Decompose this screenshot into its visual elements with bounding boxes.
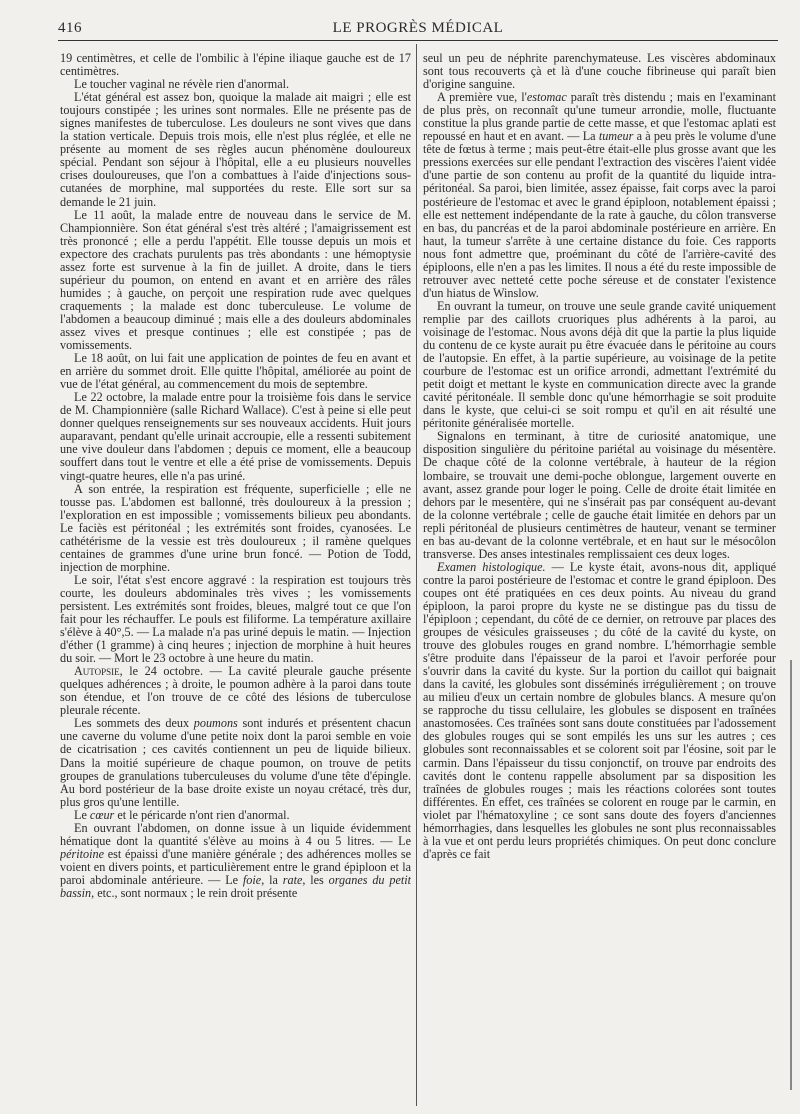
page-header bbox=[58, 20, 778, 41]
paragraph bbox=[60, 822, 411, 900]
left-column bbox=[60, 52, 411, 1110]
paragraph: 19 centimètres, et celle de l'ombilic à l'épine iliaque gauche est de 17 centimètres. bbox=[60, 52, 411, 79]
paragraph-text: , etc., sont normaux ; le rein droit présente bbox=[91, 886, 298, 900]
paragraph-text: a à peu près le volume d'une tête de fœtus à terme ; mais peut-être était-elle plus grosse avant que les pressions exercées sur elle pendant l'extraction des viscères l'aient vidée d'une partie de son contenu au profit de la quantité du liquide intra-péritonéal. Sa paroi, bien limitée, assez épaisse, fait corps avec la paroi postérieure de l'estomac et avec le grand épiploon, notablement épaissi ; elle est nettement indépendante de la rate à gauche, du côlon transverse en bas, du pancréas et de la paroi abdominale postérieure en arrière. En haut, la tumeur s'arrête à une certaine distance du foie. Ces rapports nous font admettre que, proéminant du côté de l'arrière-cavité des épiploons, elle n'en a pas les limites. Il nous a été du reste impossible de retrouver avec netteté cette poche séreuse et de constater l'existence d'un hiatus de Winslow. bbox=[423, 129, 776, 300]
paragraph bbox=[60, 665, 411, 717]
paragraph-text: paraît très distendu ; mais en l'examinant de plus près, on reconnaît qu'une tumeur arrondie, molle, fluctuante constitue la plus grande partie de cette masse, et que l'estomac aplati est repoussé en haut et en avant. — La bbox=[423, 90, 776, 144]
paragraph bbox=[423, 91, 776, 300]
emphasis: foie bbox=[242, 872, 262, 887]
paragraph: Le 22 octobre, la malade entre pour la troisième fois dans le service de M. Championnière (salle Richard Wallace). C'est à peine si elle peut donner quelques renseignements sur ses nouveaux accidents. Huit jours auparavant, pendant qu'elle urinait accroupie, elle a ressenti subitement une vive douleur dans l'abdomen ; depuis ce moment, elle a beaucoup souffert dans tout le ventre et elle a été prise de vomissements. Depuis vingt-quatre heures, elle n'a pas uriné. bbox=[60, 390, 411, 483]
paragraph-text: En ouvrant l'abdomen, on donne issue à un liquide évidemment hématique dont la quantité s'élève au moins à 4 ou 5 litres. — Le bbox=[60, 820, 411, 848]
paragraph-text: , les bbox=[302, 872, 329, 887]
paragraph-text: et le péricarde n'ont rien d'anormal. bbox=[114, 807, 290, 822]
paragraph-text: le 24 octobre. — La cavité pleurale gauche présente quelques adhérences ; à droite, le poumon adhère à la paroi dans toute son étendue, et l'on trouve de ce côté des lésions de tuberculose pleurale récente. bbox=[60, 664, 411, 718]
paragraph-text: — Le kyste était, avons-nous dit, appliqué contre la paroi postérieure de l'estomac et contre le grand épiploon. Des coupes ont été pratiquées en ces deux points. Au niveau du grand épiploon, la paroi propre du kyste ne se distingue pas du tissu de l'épiploon ; cependant, du côté de ce dernier, on retrouve par places des groupes de vésicules graisseuses ; du côté de la cavité du kyste, on trouve des globules rouges en grand nombre. L'hémorrhagie semble s'être produite dans l'épaisseur de la paroi et l'avoir perforée pour s'ouvrir dans la cavité du kyste. Sur la portion du caillot qui baignait dans la cavité, les globules sont disséminés irrégulièrement ; on trouve au milieu d'eux un certain nombre de globules blancs. A mesure qu'on se rapproche du tissu cellulaire, les globules se disposent en traînées anastomosées. Ces traînées sont sans doute constituées par l'adossement des globules rouges qui se sont empilés les uns sur les autres ; ces globules sont reconnaissables et se colorent soit par l'éosine, soit par le carmin. Dans l'épaisseur du tissu conjonctif, on trouve par endroits des cavités dont le contenu rappelle absolument par sa disposition les traînées de globules rouges ; mais les réactions colorées sont toutes différentes. En effet, ces traînées se colorent en rouge par le carmin, en violet par l'hématoxyline ; ce sont sans doute des foyers d'anciennes hémorrhagies, dans lesquelles les globules ne sont plus reconnaissables à la vue et ont perdu leurs propriétés chimiques. On peut donc conclure d'après ce fait bbox=[423, 559, 776, 861]
paragraph-text: Les sommets des deux bbox=[74, 716, 194, 731]
page-number: 416 bbox=[58, 20, 82, 36]
paragraph: Signalons en terminant, à titre de curiosité anatomique, une disposition singulière du péritoine pariétal au voisinage du mésentère. De chaque côté de la colonne vertébrale, à hauteur de la région lombaire, se trouvait une demi-poche oblongue, largement ouverte en avant, assez grande pour loger le poing. Celle de droite était limitée en dehors par le mesentère, qui ne s'insérait pas par conséquent au-devant de la colonne vertébrale ; celle de gauche était limitée en dehors par un repli péritonéal de plusieurs centimètres de hauteur, venant se terminer en bas au-devant de la colonne vertébrale, et en haut sur le mésocôlon transverse. Des anses intestinales remplissaient ces deux loges. bbox=[423, 429, 776, 561]
paragraph bbox=[423, 561, 776, 861]
right-column bbox=[423, 52, 776, 1110]
paragraph: Le 11 août, la malade entre de nouveau dans le service de M. Championnière. Son état général s'est très altéré ; l'amaigrissement est très prononcé ; elle a perdu l'appétit. Elle tousse depuis un mois et expectore des crachats purulents pas très abondants : une hémoptysie assez forte est survenue à la fin de juillet. A droite, dans le tiers supérieur du poumon, on entend en avant et en arrière des râles humides ; à gauche, on perçoit une respiration rude avec quelques craquements ; la malade est donc tuberculeuse. Le volume de l'abdomen a beaucoup diminué ; mais elle a des douleurs abdominales assez vives et presque continues ; elle est constipée ; pas de vomissements. bbox=[60, 207, 411, 353]
section-lead: Autopsie, bbox=[74, 664, 123, 679]
emphasis: organes du petit bassin bbox=[60, 872, 411, 900]
page-edge-mark bbox=[790, 660, 792, 1090]
running-title: LE PROGRÈS MÉDICAL bbox=[332, 20, 504, 36]
paragraph: seul un peu de néphrite parenchymateuse. Les viscères abdominaux sont tous recouverts çà et là d'une couche fibrineuse qui paraît bien d'origine sanguine. bbox=[423, 52, 776, 92]
paragraph-text: , la bbox=[261, 872, 283, 887]
paragraph-text: Le bbox=[74, 807, 90, 822]
emphasis: estomac bbox=[526, 90, 567, 105]
paragraph-text: est épaissi d'une manière générale ; des adhérences molles se voient en divers points, et particulièrement entre le grand épiploon et la paroi abdominale antérieure. — Le bbox=[60, 846, 411, 887]
section-lead: Examen histologique. bbox=[437, 559, 546, 574]
emphasis: rate bbox=[282, 872, 303, 887]
paragraph bbox=[60, 717, 411, 808]
paragraph-text: A première vue, l' bbox=[437, 90, 527, 105]
emphasis: cœur bbox=[89, 807, 115, 822]
paragraph: En ouvrant la tumeur, on trouve une seule grande cavité uniquement remplie par des caillots cruoriques plus adhérents à la paroi, au voisinage de l'estomac. Nous avons déjà dit que la partie la plus liquide du contenu de ce kyste aurait pu être évacuée dans le péritoine au cours de l'autopsie. En effet, à la partie supérieure, au voisinage de la petite courbure de l'estomac est un orifice arrondi, admettant l'extrémité du petit doigt et mettant le kyste en communication directe avec la grande cavité péritonéale. Il semble donc qu'une hémorrhagie se soit produite dans le kyste, que celui-ci se soit rompu et qu'il en ait résulté une péritonite généralisée mortelle. bbox=[423, 298, 776, 431]
emphasis: poumons bbox=[193, 716, 238, 731]
emphasis: péritoine bbox=[60, 846, 105, 861]
paragraph: Le 18 août, on lui fait une application de pointes de feu en avant et en arrière du sommet droit. Elle quitte l'hôpital, améliorée au point de vue de l'état général, au commencement du mois de septembre. bbox=[60, 351, 411, 392]
paragraph: Le toucher vaginal ne révèle rien d'anormal. bbox=[74, 77, 290, 92]
paragraph-text: sont indurés et présentent chacun une caverne du volume d'une petite noix dont la paroi semble en voie de cicatrisation ; ces cavités contiennent un peu de liquide bilieux. Dans la moitié supérieure de chaque poumon, on trouve de petits groupes de granulations tuberculeuses du volume d'une tête d'épingle. Au bord postérieur de la base droite existe un noyau crétacé, très dur, plus gros qu'une lentille. bbox=[60, 716, 411, 809]
emphasis: tumeur bbox=[598, 129, 634, 144]
paragraph: L'état général est assez bon, quoique la malade ait maigri ; elle est toujours constipée ; les urines sont normales. Elle ne présente pas de signes manifestes de tuberculose. Les douleurs ne sont vives que dans la station verticale. Depuis trois mois, elle n'est plus réglée, et elle ne présente au moment de ses règles aucun phénomène douloureux spécial. Pendant son séjour à l'hôpital, elle a eu plusieurs nouvelles crises douloureuses, que l'on a combattues à l'aide d'injections sous-cutanées de morphine, mal supportées du reste. Elle sort sur sa demande le 21 juin. bbox=[60, 90, 411, 209]
paragraph: A son entrée, la respiration est fréquente, superficielle ; elle ne tousse pas. L'abdomen est ballonné, très douloureux à la pression ; l'exploration en est impossible ; vomissements bilieux peu abondants. Le faciès est péritonéal ; les extrémités sont froides, cyanosées. Le cathétérisme de la vessie est très douloureux ; il ramène quelques centaines de grammes d'une urine brun foncé. — Potion de Todd, injection de morphine. bbox=[60, 481, 411, 574]
column-divider bbox=[416, 44, 417, 1106]
paragraph: Le soir, l'état s'est encore aggravé : la respiration est toujours très courte, les douleurs abdominales très vives ; les vomissements persistent. Les extrémités sont froides, bleues, malgré tout ce que l'on fait pour les réchauffer. Le pouls est filiforme. La température axillaire s'élève à 40°,5. — La malade n'a pas uriné depuis le matin. — Injection d'éther (1 gramme) à cinq heures ; injection de morphine à huit heures du soir. — Mort le 23 octobre à une heure du matin. bbox=[60, 572, 411, 666]
